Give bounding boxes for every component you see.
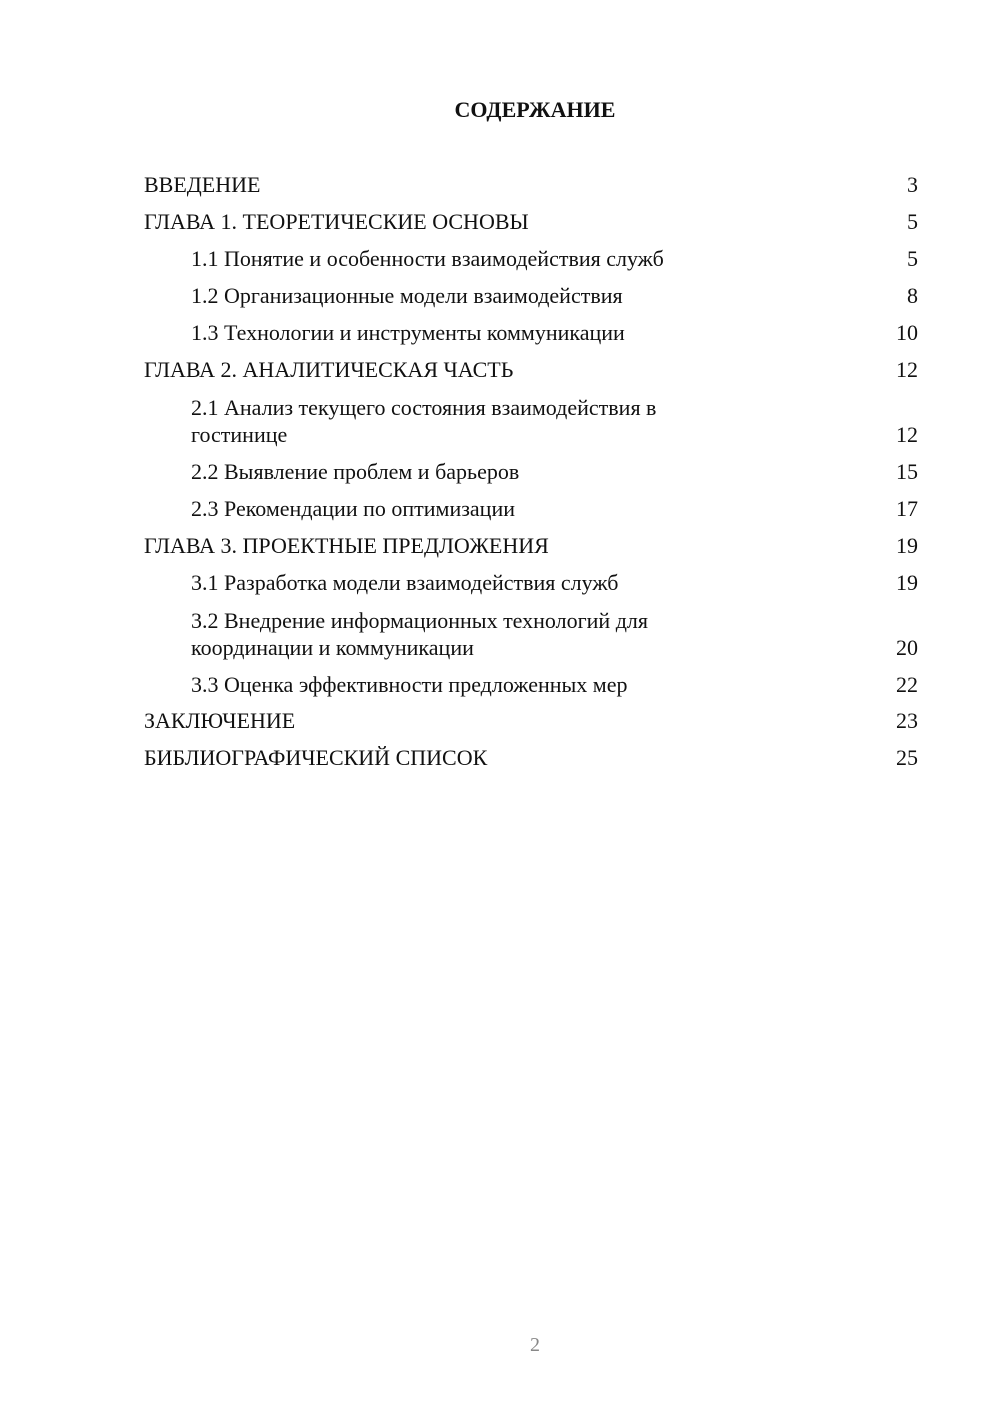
toc-entry-text: 3.1 Разработка модели взаимодействия служб [191,570,619,595]
toc-entry-text: ГЛАВА 3. ПРОЕКТНЫЕ ПРЕДЛОЖЕНИЯ [144,533,549,558]
toc-entry-chapter-2 [144,356,918,383]
toc-entry-page: 19 [896,533,918,558]
toc-entry-3-3 [191,671,918,698]
toc-entry-1-3 [191,319,918,346]
toc-entry-text: 1.1 Понятие и особенности взаимодействия служб [191,246,664,271]
toc-entry-text: 1.2 Организационные модели взаимодействия [191,283,623,308]
toc-entry-page: 19 [896,570,918,595]
toc-entry-text: ГЛАВА 2. АНАЛИТИЧЕСКАЯ ЧАСТЬ [144,357,514,382]
toc-entry-text: ГЛАВА 1. ТЕОРЕТИЧЕСКИЕ ОСНОВЫ [144,209,529,234]
toc-entry-page: 10 [896,320,918,345]
toc-entry-2-3 [191,495,918,522]
toc-entry-3-2 [191,607,918,661]
toc-entry-3-1 [191,569,918,596]
toc-entry-1-1 [191,245,918,272]
page-number: 2 [530,1334,540,1356]
toc-entry-page: 12 [896,357,918,382]
toc-entry-text: 2.3 Рекомендации по оптимизации [191,496,516,521]
toc-entry-text: 2.2 Выявление проблем и барьеров [191,459,520,484]
toc-entry-text: ЗАКЛЮЧЕНИЕ [144,708,296,733]
toc-entry-text: 1.3 Технологии и инструменты коммуникации [191,320,625,345]
toc-entry-1-2 [191,282,918,309]
toc-entry-page: 3 [907,172,918,197]
page-title: СОДЕРЖАНИЕ [454,97,616,122]
toc-entry-page: 17 [896,496,918,521]
toc-entry-text: 2.1 Анализ текущего состояния взаимодействия в гостинице [191,395,657,447]
toc-entry-page: 22 [896,672,918,697]
toc-entry-conclusion [144,707,918,734]
toc-entry-chapter-1 [144,208,918,235]
toc-entry-text: ВВЕДЕНИЕ [144,172,261,197]
toc-entry-page: 25 [896,745,918,770]
toc-entry-page: 5 [907,209,918,234]
toc-entry-2-1 [191,394,918,448]
toc-entry-page: 15 [896,459,918,484]
toc-entry-text: 3.3 Оценка эффективности предложенных мер [191,672,628,697]
toc-entry-chapter-3 [144,532,918,559]
toc-entry-page: 12 [896,422,918,447]
toc-entry-bibliography [144,744,918,771]
toc-entry-page: 23 [896,708,918,733]
toc-entry-page: 8 [907,283,918,308]
toc-entry-page: 5 [907,246,918,271]
toc-entry-text: БИБЛИОГРАФИЧЕСКИЙ СПИСОК [144,745,488,770]
toc-entry-introduction [144,171,918,198]
toc-entry-page: 20 [896,635,918,660]
toc-entry-2-2 [191,458,918,485]
toc-entry-text: 3.2 Внедрение информационных технологий для координации и коммуникации [191,608,648,660]
